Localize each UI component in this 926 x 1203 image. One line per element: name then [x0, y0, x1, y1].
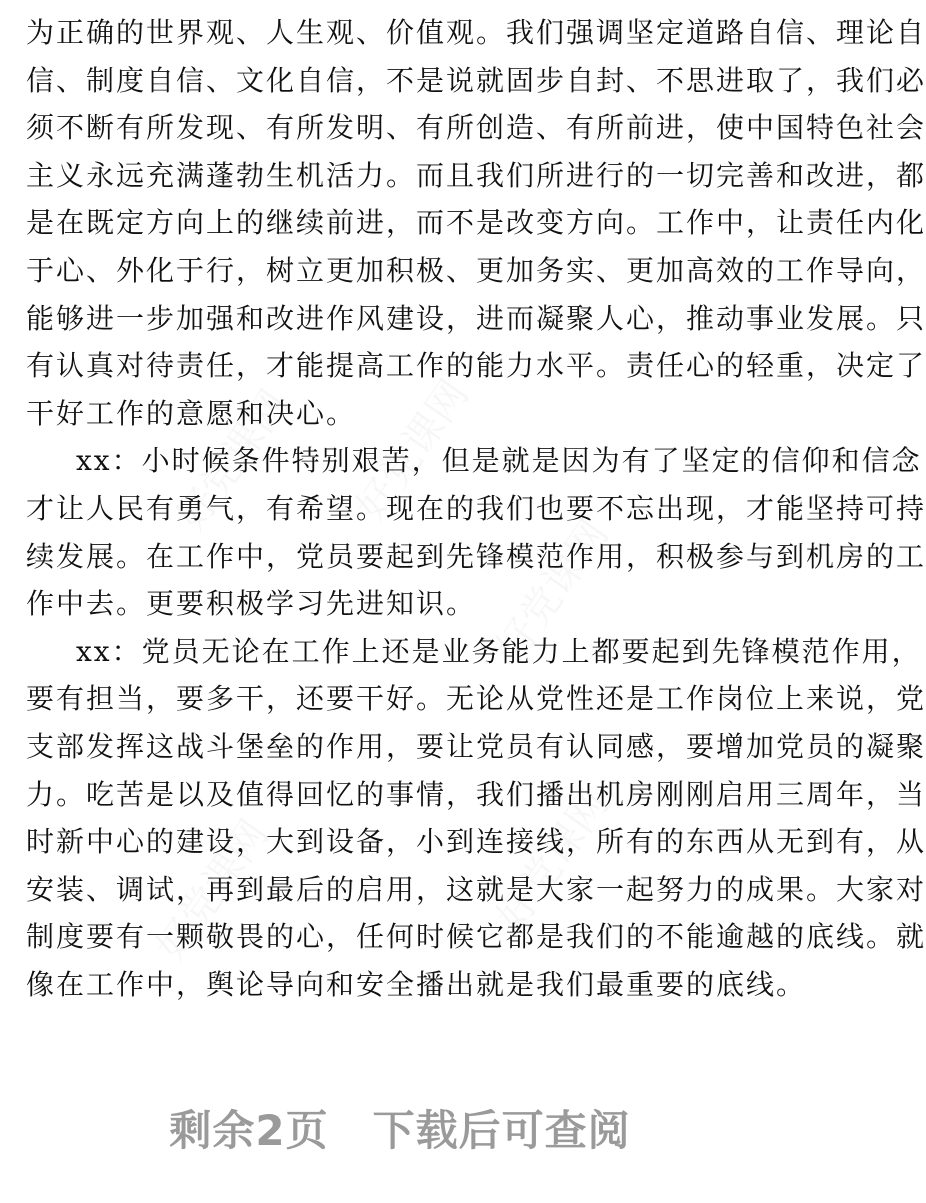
text-line: 于心、外化于行，树立更加积极、更加务实、更加高效的工作导向， — [26, 254, 926, 287]
text-line: 像在工作中，舆论导向和安全播出就是我们最重要的底线。 — [26, 968, 807, 1001]
remaining-pages-label: 剩余2页 — [169, 1106, 329, 1155]
text-line: 安装、调试，再到最后的启用，这就是大家一起努力的成果。大家对 — [26, 872, 926, 906]
text-line: 要有担当，要多干，还要干好。无论从党性还是工作岗位上来说，党 — [26, 682, 926, 716]
text-line: xx：党员无论在工作上还是业务能力上都要起到先锋模范作用， — [76, 634, 922, 668]
download-prompt[interactable] — [0, 1098, 800, 1158]
text-line: 有认真对待责任，才能提高工作的能力水平。责任心的轻重，决定了 — [26, 349, 926, 383]
text-line: 能够进一步加强和改进作风建设，进而凝聚人心，推动事业发展。只 — [26, 301, 926, 335]
download-to-view-label: 下载后可查阅 — [372, 1106, 631, 1155]
text-line: 干好工作的意愿和决心。 — [26, 396, 357, 430]
text-line: 续发展。在工作中，党员要起到先锋模范作用，积极参与到机房的工 — [26, 539, 926, 573]
text-line: 是在既定方向上的继续前进，而不是改变方向。工作中，让责任内化 — [26, 206, 926, 240]
text-line: 作中去。更要积极学习先进知识。 — [26, 587, 477, 621]
text-line: 信、制度自信、文化自信，不是说就固步自封、不思进取了，我们必 — [26, 63, 926, 97]
text-line: 时新中心的建设，大到设备，小到连接线，所有的东西从无到有，从 — [26, 825, 926, 859]
text-line: 力。吃苦是以及值得回忆的事情，我们播出机房刚刚启用三周年，当 — [26, 777, 926, 811]
text-line: 制度要有一颗敬畏的心，任何时候它都是我们的不能逾越的底线。就 — [26, 920, 926, 954]
text-line: 须不断有所发现、有所发明、有所创造、有所前进，使中国特色社会 — [26, 111, 926, 145]
text-line: 为正确的世界观、人生观、价值观。我们强调坚定道路自信、理论自 — [26, 16, 926, 49]
text-line: 才让人民有勇气，有希望。现在的我们也要不忘出现，才能坚持可持 — [26, 492, 926, 525]
text-line: 支部发挥这战斗堡垒的作用，要让党员有认同感，要增加党员的凝聚 — [26, 730, 926, 763]
text-line: xx：小时候条件特别艰苦，但是就是因为有了坚定的信仰和信念 — [76, 444, 922, 478]
text-line: 主义永远充满蓬勃生机活力。而且我们所进行的一切完善和改进，都 — [26, 158, 926, 192]
